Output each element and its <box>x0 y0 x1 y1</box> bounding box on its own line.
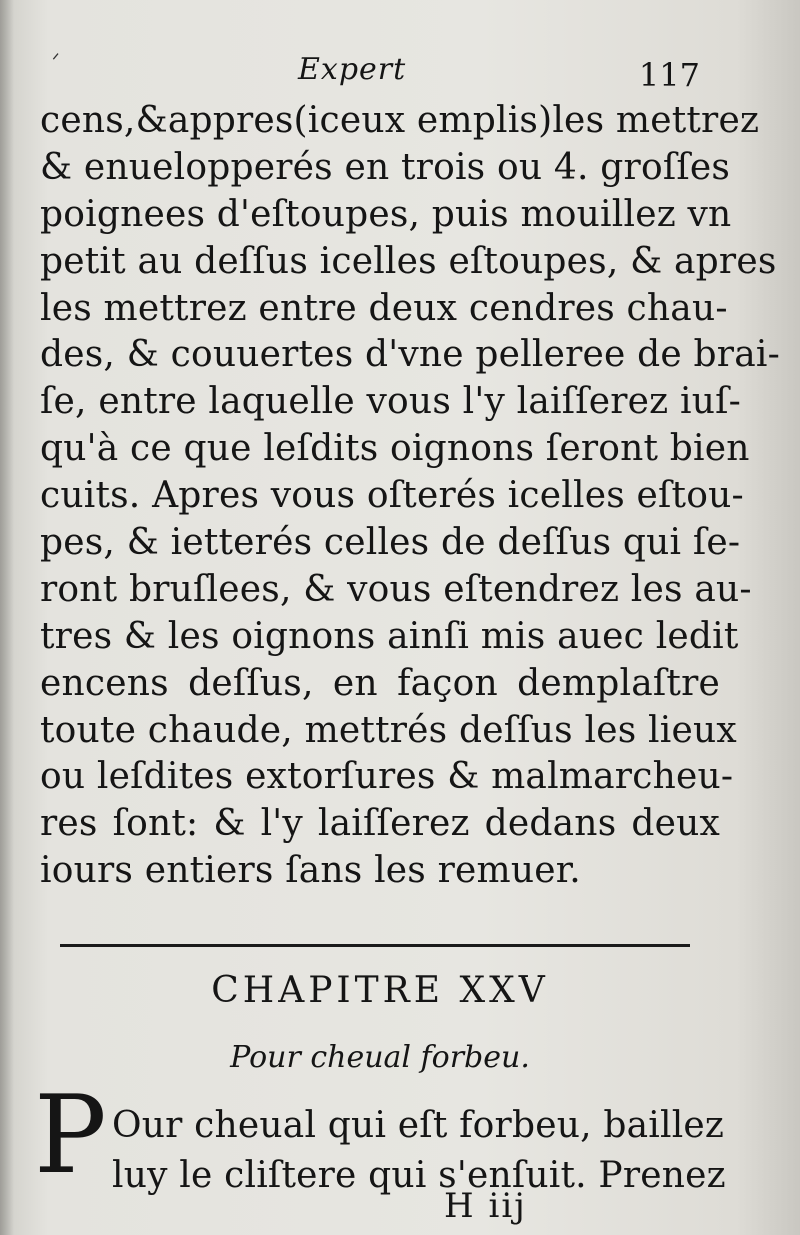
running-title: Expert <box>298 52 407 87</box>
text-line: encens deſſus, en façon demplaſtre <box>40 662 720 704</box>
body-text <box>40 98 780 895</box>
text-line: luy le cliſtere qui s'enſuit. Prenez <box>112 1155 726 1196</box>
signature-mark: H iij <box>444 1186 527 1226</box>
text-line: ou leſdites extorſures & malmarcheu- <box>40 756 734 798</box>
text-line: ront bruſlees, & vous eſtendrez les au- <box>40 568 752 610</box>
text-line: poignees d'eſtoupes, puis mouillez vn <box>40 193 732 235</box>
chapter-heading: CHAPITRE XXV <box>211 970 549 1011</box>
drop-cap: P <box>34 1073 107 1198</box>
text-line: iours entiers ſans les remuer. <box>40 850 581 892</box>
text-line: Our cheual qui eſt forbeu, baillez <box>112 1105 725 1146</box>
chapter-subtitle: Pour cheual forbeu. <box>230 1040 530 1075</box>
text-line: & enuelopperés en trois ou 4. groſſes <box>40 146 731 188</box>
text-line: cens,&appres(iceux emplis)les mettrez <box>40 100 760 141</box>
text-line: les mettrez entre deux cendres chau- <box>40 287 728 329</box>
corner-mark: ᐟ <box>52 50 60 71</box>
text-line: cuits. Apres vous oſterés icelles eſtou- <box>40 475 744 517</box>
text-line: res ſont: & l'y laiſſerez dedans deux <box>40 803 720 845</box>
running-head <box>0 52 800 98</box>
text-line: qu'à ce que leſdits oignons ſeront bien <box>40 428 750 470</box>
section-rule <box>60 944 690 947</box>
text-line: des, & couuertes d'vne pelleree de brai- <box>40 334 780 376</box>
text-line: petit au deſſus icelles eſtoupes, & apres <box>40 240 777 282</box>
page-number: 117 <box>638 56 700 94</box>
chapter-body <box>112 1101 726 1201</box>
text-line: pes, & ietterés celles de deſſus qui ſe- <box>40 522 741 564</box>
text-line: ſe, entre laquelle vous l'y laiſſerez iuſ- <box>40 381 741 423</box>
text-line: tres & les oignons ainſi mis auec ledit <box>40 615 739 657</box>
text-line: toute chaude, mettrés deſſus les lieux <box>40 709 737 751</box>
